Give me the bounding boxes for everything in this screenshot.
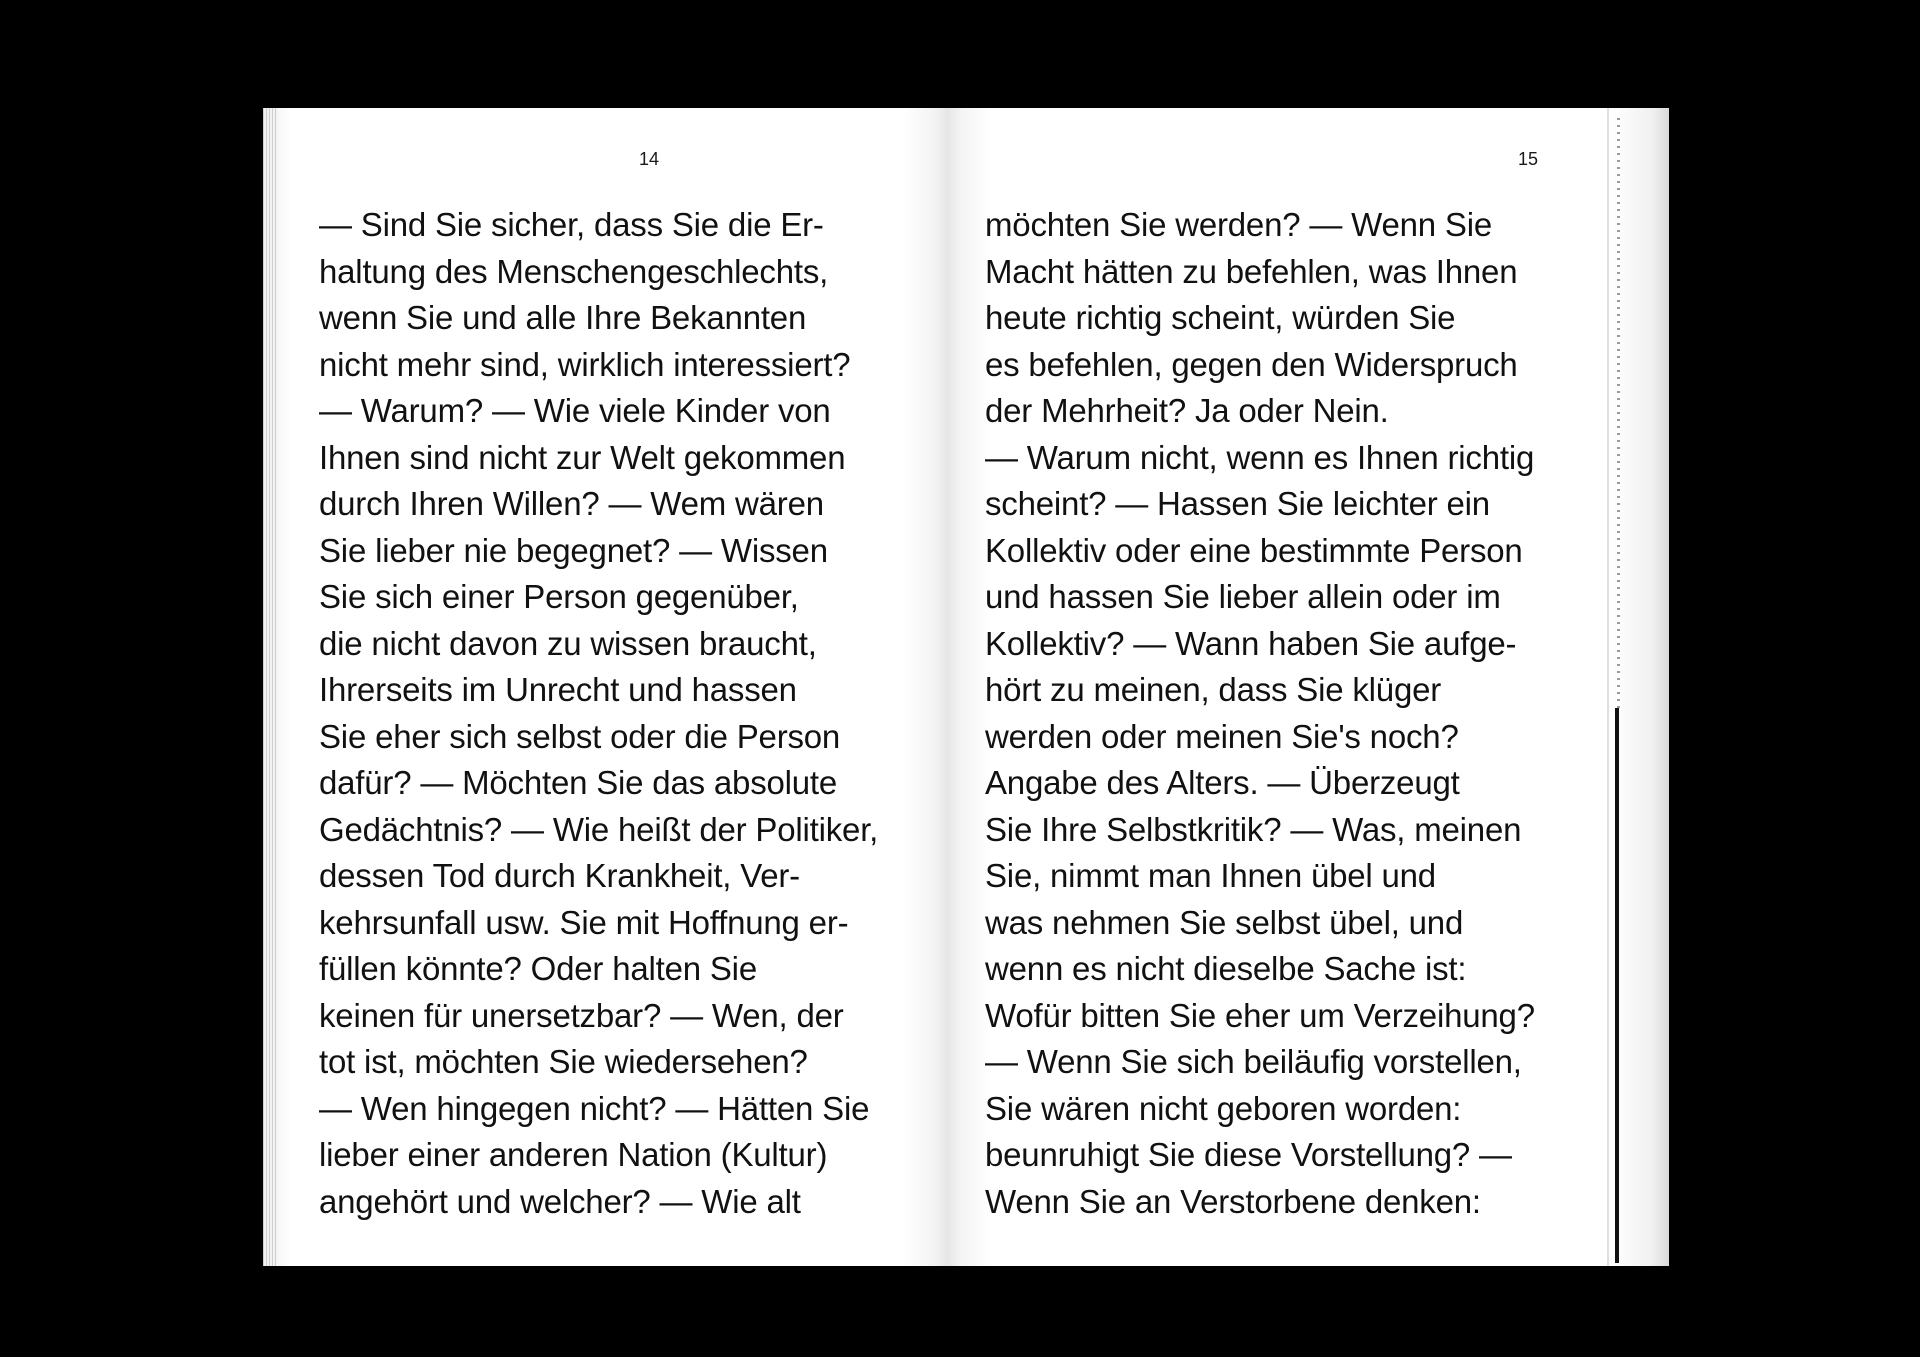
- right-page-text-line: möchten Sie werden? — Wenn Sie: [985, 206, 1492, 243]
- right-page-text-line: Sie Ihre Selbstkritik? — Was, meinen: [985, 810, 1522, 848]
- left-page-text-line: Sie eher sich selbst oder die Person: [319, 717, 841, 755]
- left-page-text-line: wenn Sie und alle Ihre Bekannten: [319, 299, 807, 336]
- page-edge-line: [1607, 108, 1609, 1266]
- left-page-edges: [263, 108, 277, 1266]
- right-page-text-line: Kollektiv? — Wann haben Sie aufge-: [985, 624, 1517, 662]
- right-page-text-line: werden oder meinen Sie's noch?: [985, 717, 1459, 755]
- left-page-text-line: füllen könnte? Oder halten Sie: [319, 950, 757, 987]
- page-edge-marks: [1617, 118, 1620, 708]
- right-page-text-line: — Wenn Sie sich beiläufig vorstellen,: [985, 1043, 1522, 1080]
- left-page-text-line: dessen Tod durch Krankheit, Ver-: [319, 857, 800, 894]
- right-page-edges: [1613, 108, 1669, 1266]
- left-page-text-line: durch Ihren Willen? — Wem wären: [319, 485, 824, 522]
- left-page-text-line: — Sind Sie sicher, dass Sie die Er-: [319, 206, 824, 243]
- right-page-text-line: Wofür bitten Sie eher um Verzeihung?: [985, 996, 1535, 1034]
- left-page-text-line: haltung des Menschengeschlechts,: [319, 252, 829, 290]
- left-page-text-line: dafür? — Möchten Sie das absolute: [319, 764, 838, 801]
- right-page-text-line: und hassen Sie lieber allein oder im: [985, 578, 1501, 615]
- right-page-text: [985, 202, 1535, 1225]
- left-page-text-line: Ihrerseits im Unrecht und hassen: [319, 671, 797, 708]
- right-page-text-line: es befehlen, gegen den Widerspruch: [985, 345, 1518, 383]
- left-page-text: [319, 202, 878, 1225]
- open-book-spread: [263, 108, 1669, 1266]
- right-page-text-line: heute richtig scheint, würden Sie: [985, 299, 1456, 336]
- right-page-text-line: Macht hätten zu befehlen, was Ihnen: [985, 252, 1518, 290]
- right-page-text-line: was nehmen Sie selbst übel, und: [985, 903, 1464, 941]
- page-number-right: 15: [1518, 149, 1539, 169]
- right-page-text-line: der Mehrheit? Ja oder Nein.: [985, 392, 1389, 429]
- left-page-text-line: Sie lieber nie begegnet? — Wissen: [319, 531, 828, 569]
- left-page-text-line: Ihnen sind nicht zur Welt gekommen: [319, 438, 846, 476]
- right-page-text-line: wenn es nicht dieselbe Sache ist:: [985, 950, 1467, 987]
- right-page-text-line: — Warum nicht, wenn es Ihnen richtig: [985, 438, 1535, 476]
- right-page-text-line: hört zu meinen, dass Sie klüger: [985, 671, 1442, 708]
- right-page-text-line: beunruhigt Sie diese Vorstellung? —: [985, 1136, 1512, 1173]
- left-page-text-line: die nicht davon zu wissen braucht,: [319, 624, 817, 662]
- page-edge-shadow: [1615, 708, 1619, 1263]
- right-page-text-line: Angabe des Alters. — Überzeugt: [985, 764, 1460, 801]
- left-page-text-line: tot ist, möchten Sie wiedersehen?: [319, 1043, 808, 1080]
- left-page: [263, 108, 947, 1266]
- right-page-text-line: Sie wären nicht geboren worden:: [985, 1089, 1462, 1127]
- page-number-left: 14: [639, 149, 660, 169]
- left-page-text-line: Sie sich einer Person gegenüber,: [319, 578, 799, 615]
- right-page: [947, 108, 1669, 1266]
- left-page-text-line: keinen für unersetzbar? — Wen, der: [319, 996, 844, 1034]
- left-page-text-line: Gedächtnis? — Wie heißt der Politiker,: [319, 810, 879, 848]
- right-page-text-line: Kollektiv oder eine bestimmte Person: [985, 531, 1523, 569]
- right-page-text-line: Wenn Sie an Verstorbene denken:: [985, 1182, 1481, 1220]
- left-page-text-line: — Wen hingegen nicht? — Hätten Sie: [319, 1089, 870, 1127]
- right-page-text-line: scheint? — Hassen Sie leichter ein: [985, 485, 1490, 522]
- left-page-text-line: kehrsunfall usw. Sie mit Hoffnung er-: [319, 903, 849, 941]
- left-page-text-line: angehört und welcher? — Wie alt: [319, 1182, 801, 1220]
- left-page-text-line: nicht mehr sind, wirklich interessiert?: [319, 345, 851, 383]
- left-page-text-line: — Warum? — Wie viele Kinder von: [319, 392, 831, 429]
- right-page-text-line: Sie, nimmt man Ihnen übel und: [985, 857, 1436, 894]
- left-page-text-line: lieber einer anderen Nation (Kultur): [319, 1136, 828, 1173]
